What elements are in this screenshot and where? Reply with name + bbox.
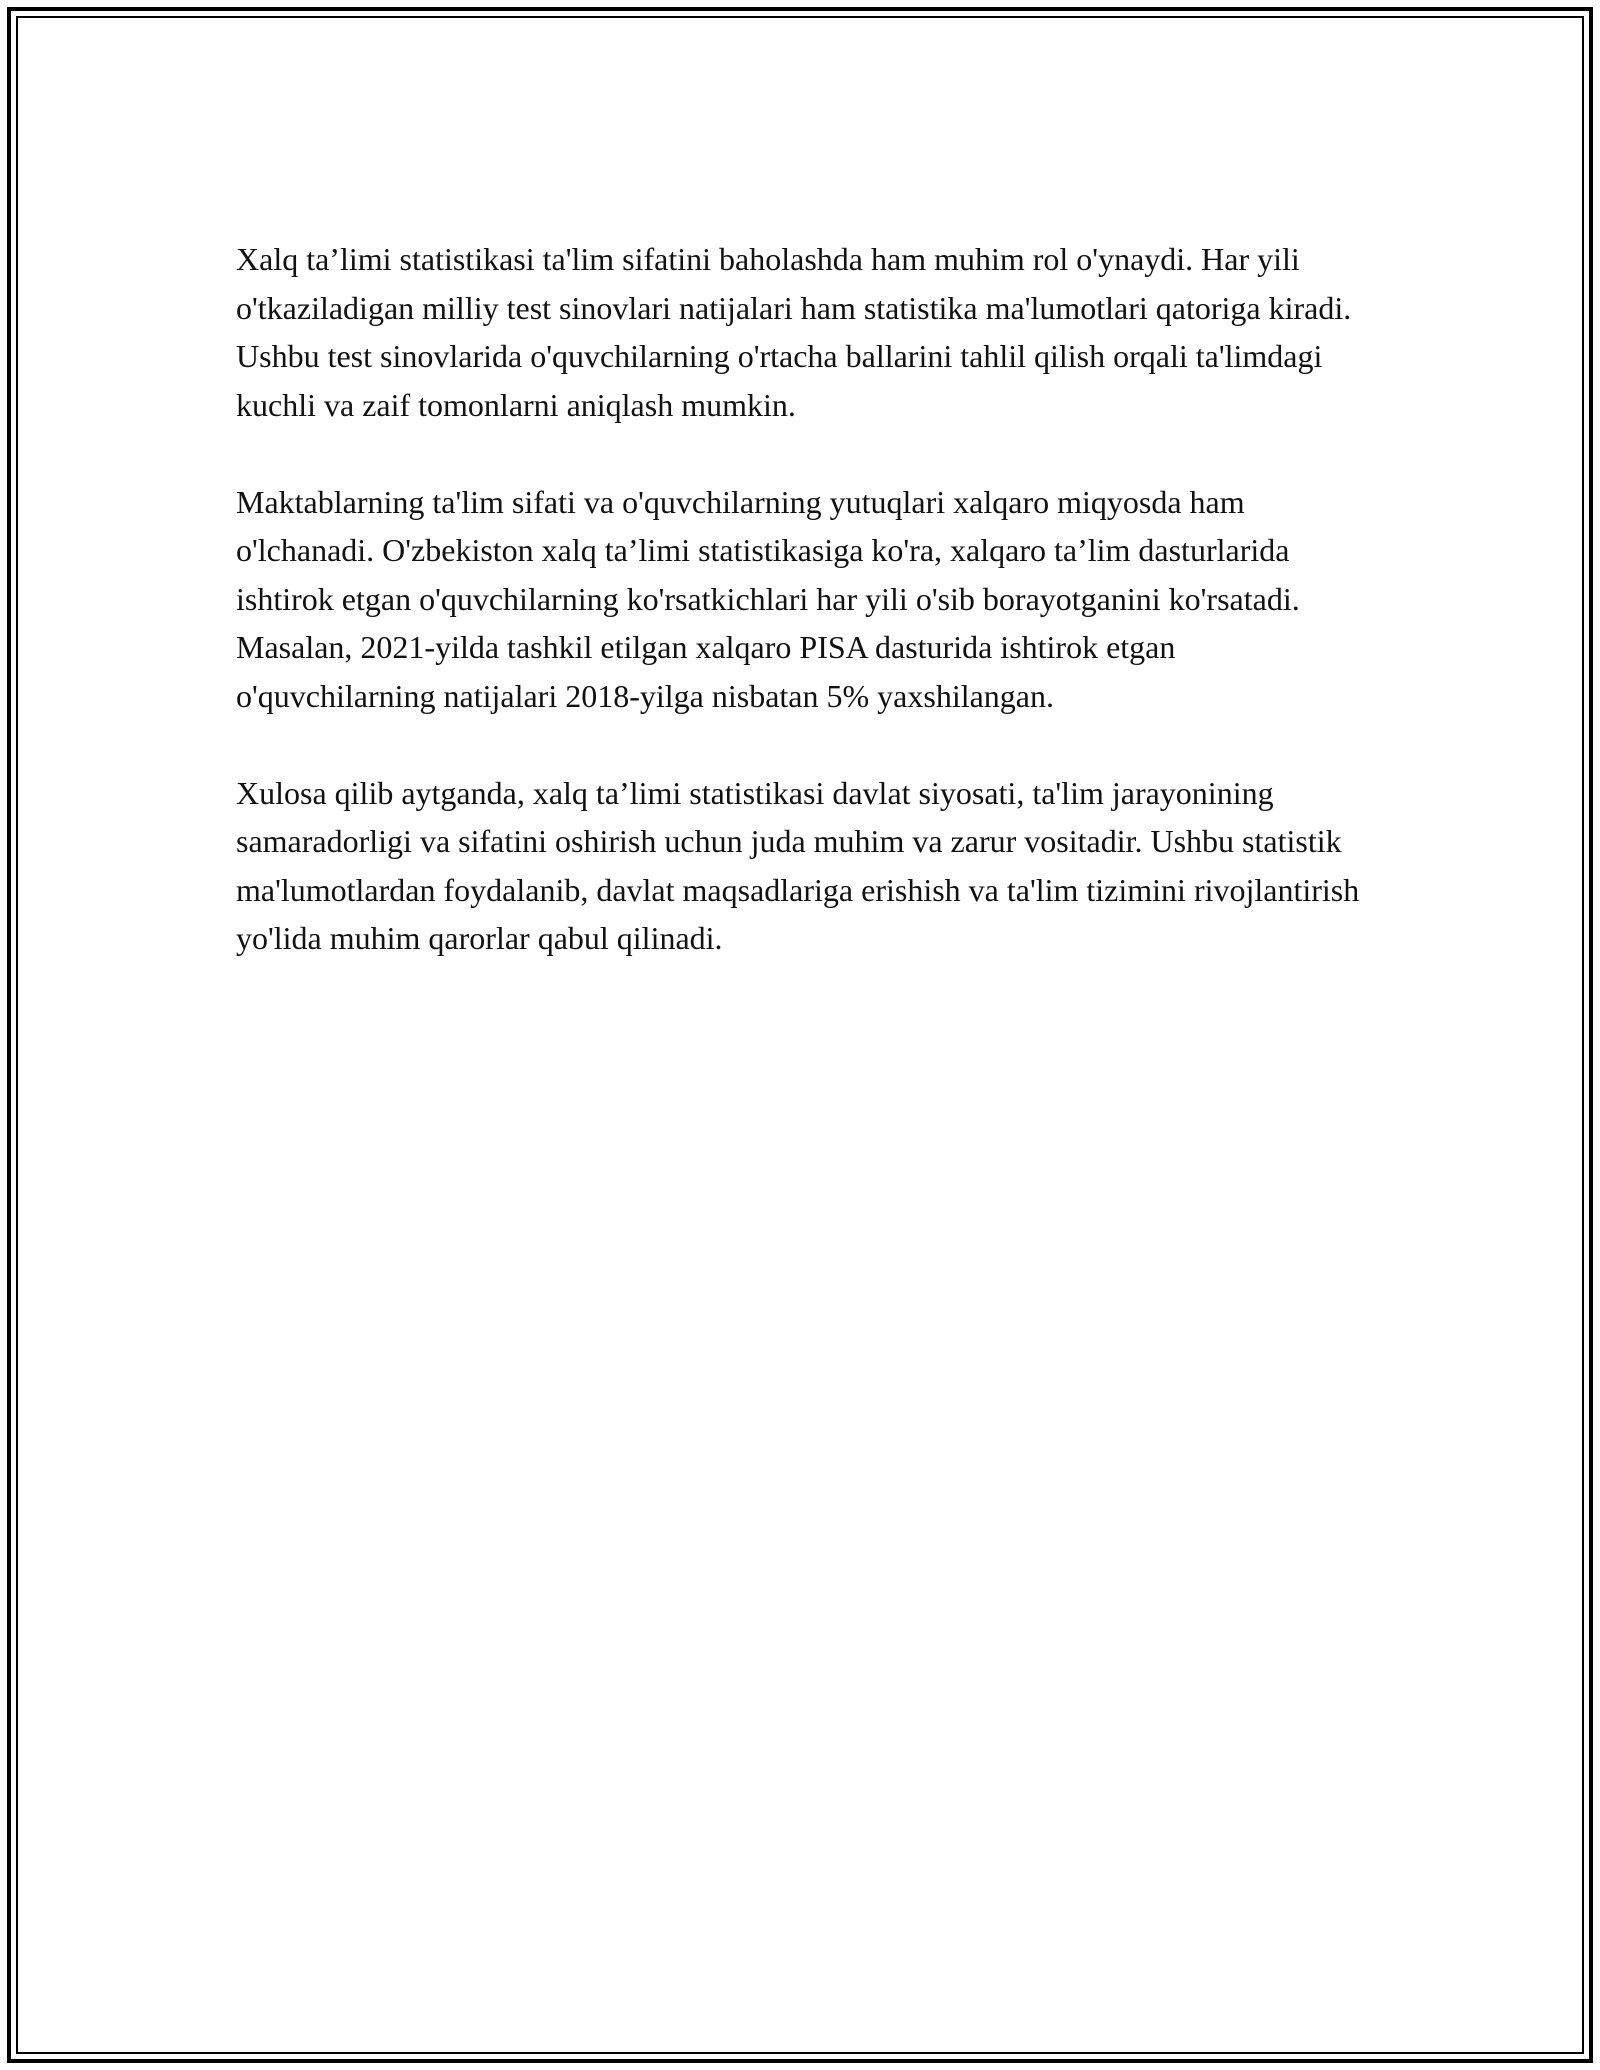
paragraph-conclusion: Xulosa qilib aytganda, xalq ta’limi statistikasi davlat siyosati, ta'lim jarayonining samaradorligi va sifatini oshirish uchun juda muhim va zarur vositadir. Ushbu statistik ma'lumotlardan foydalanib, davlat maqsadlariga erishish va ta'lim tizimini rivojlantirish yo'lida muhim qarorlar qabul qilinadi. [236,774,1360,956]
paragraph-international-results: Maktablarning ta'lim sifati va o'quvchilarning yutuqlari xalqaro miqyosda ham o'lchanadi. O'zbekiston xalq ta’limi statistikasiga ko'ra, xalqaro ta’lim dasturlarida ishtirok etgan o'quvchilarning ko'rsatkichlari har yili o'sib borayotganini ko'rsatadi. Masalan, 2021-yilda tashkil etilgan xalqaro PISA dasturida ishtirok etgan o'quvchilarning natijalari 2018-yilga nisbatan 5% yaxshilangan. [236,483,1300,714]
document-body [236,235,1366,1011]
paragraph-quality-assessment: Xalq ta’limi statistikasi ta'lim sifatini baholashda ham muhim rol o'ynaydi. Har yili o'tkaziladigan milliy test sinovlari natijalari ham statistika ma'lumotlari qatoriga kiradi. Ushbu test sinovlarida o'quvchilarning o'rtacha ballarini tahlil qilish orqali ta'limdagi kuchli va zaif tomonlarni aniqlash mumkin. [236,241,1352,423]
